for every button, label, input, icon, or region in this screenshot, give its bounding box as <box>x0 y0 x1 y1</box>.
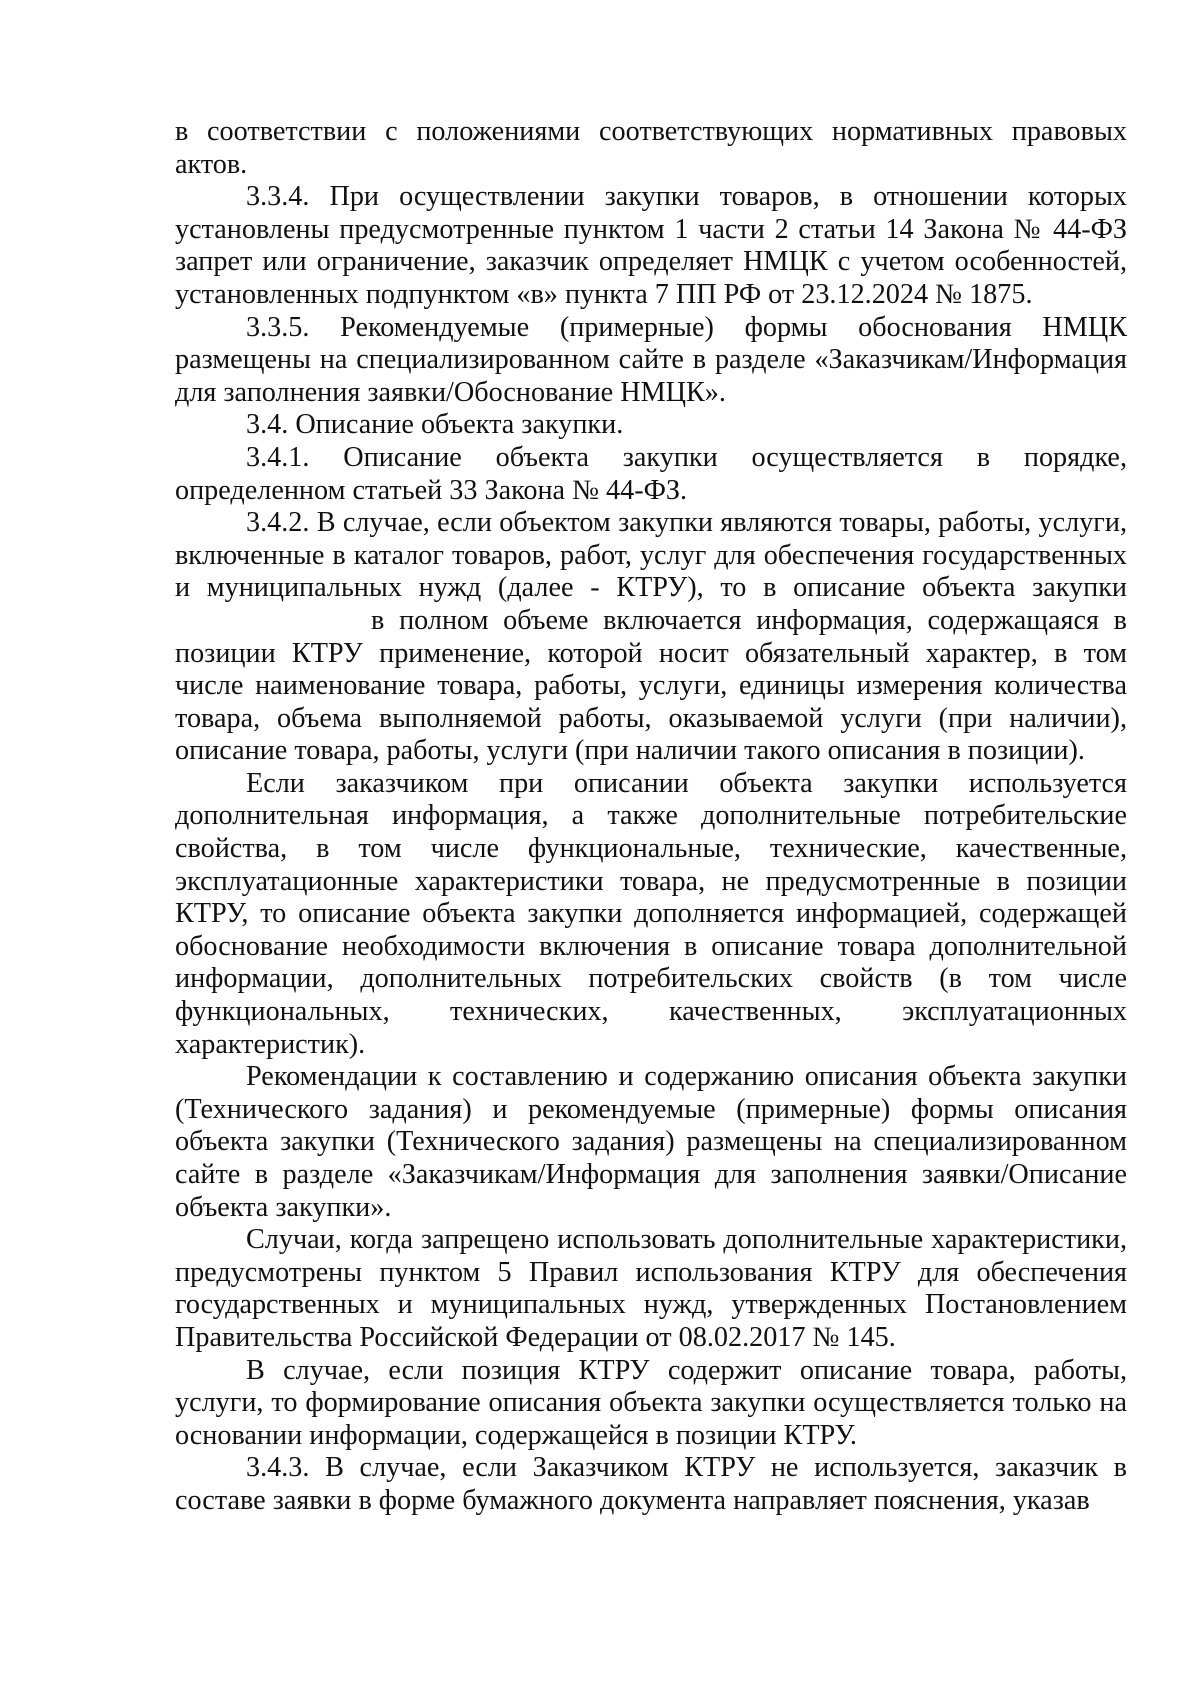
paragraph-3-4-1: 3.4.1. Описание объекта закупки осуществляется в порядке, определенном статьей 33 Закона № 44-ФЗ. <box>175 441 1127 506</box>
paragraph-additional-info: Если заказчиком при описании объекта закупки используется дополнительная информация, а также дополнительные потребительские свойства, в том числе функциональные, технические, качественные, эксплуатационные характеристики товара, не предусмотренные в позиции КТРУ, то описание объекта закупки дополняется информацией, содержащей обоснование необходимости включения в описание товара дополнительной информации, дополнительных потребительских свойств (в том числе функциональных, технических, качественных, эксплуатационных характеристик). <box>175 767 1127 1060</box>
paragraph-3-4-2 <box>175 507 1127 768</box>
paragraph-3-3-5: 3.3.5. Рекомендуемые (примерные) формы обоснования НМЦК размещены на специализированном сайте в разделе «Заказчикам/Информация для заполнения заявки/Обоснование НМЦК». <box>175 311 1127 408</box>
paragraph-3-4-2-text-before-gap: 3.4.2. В случае, если объектом закупки являются товары, работы, услуги, включенные в каталог товаров, работ, услуг для обеспечения государственных и муниципальных нужд (далее - КТРУ), то в описание объекта закупки <box>175 507 1127 604</box>
paragraph-recommendations: Рекомендации к составлению и содержанию описания объекта закупки (Технического задания) и рекомендуемые (примерные) формы описания объекта закупки (Технического задания) размещены на специализированном сайте в разделе «Заказчикам/Информация для заполнения заявки/Описание объекта закупки». <box>175 1061 1127 1223</box>
paragraph-3-4-3: 3.4.3. В случае, если Заказчиком КТРУ не используется, заказчик в составе заявки в форме бумажного документа направляет пояснения, указав <box>175 1452 1127 1516</box>
paragraph-prohibited-cases: Случаи, когда запрещено использовать дополнительные характеристики, предусмотрены пунктом 5 Правил использования КТРУ для обеспечения государственных и муниципальных нужд, утвержденных Постановлением Правительства Российской Федерации от 08.02.2017 № 145. <box>175 1224 1127 1353</box>
paragraph-3-3-4: 3.3.4. При осуществлении закупки товаров, в отношении которых установлены предусмотренные пунктом 1 части 2 статьи 14 Закона № 44-ФЗ запрет или ограничение, заказчик определяет НМЦК с учетом особенностей, установленных подпунктом «в» пункта 7 ПП РФ от 23.12.2024 № 1875. <box>175 181 1127 310</box>
document-body <box>175 116 1127 1518</box>
paragraph-3-4-2-text-after-gap: в полном объеме включается информация, содержащаяся в позиции КТРУ применение, которой носит обязательный характер, в том числе наименование товара, работы, услуги, единицы измерения количества товара, объема выполняемой работы, оказываемой услуги (при наличии), описание товара, работы, услуги (при наличии такого описания в позиции). <box>175 604 1127 767</box>
section-heading-3-4: 3.4. Описание объекта закупки. <box>246 409 624 441</box>
paragraph-acts-continuation: в соответствии с положениями соответствующих нормативных правовых актов. <box>175 116 1127 180</box>
paragraph-ktru-description: В случае, если позиция КТРУ содержит описание товара, работы, услуги, то формирование описания объекта закупки осуществляется только на основании информации, содержащейся в позиции КТРУ. <box>175 1354 1127 1451</box>
